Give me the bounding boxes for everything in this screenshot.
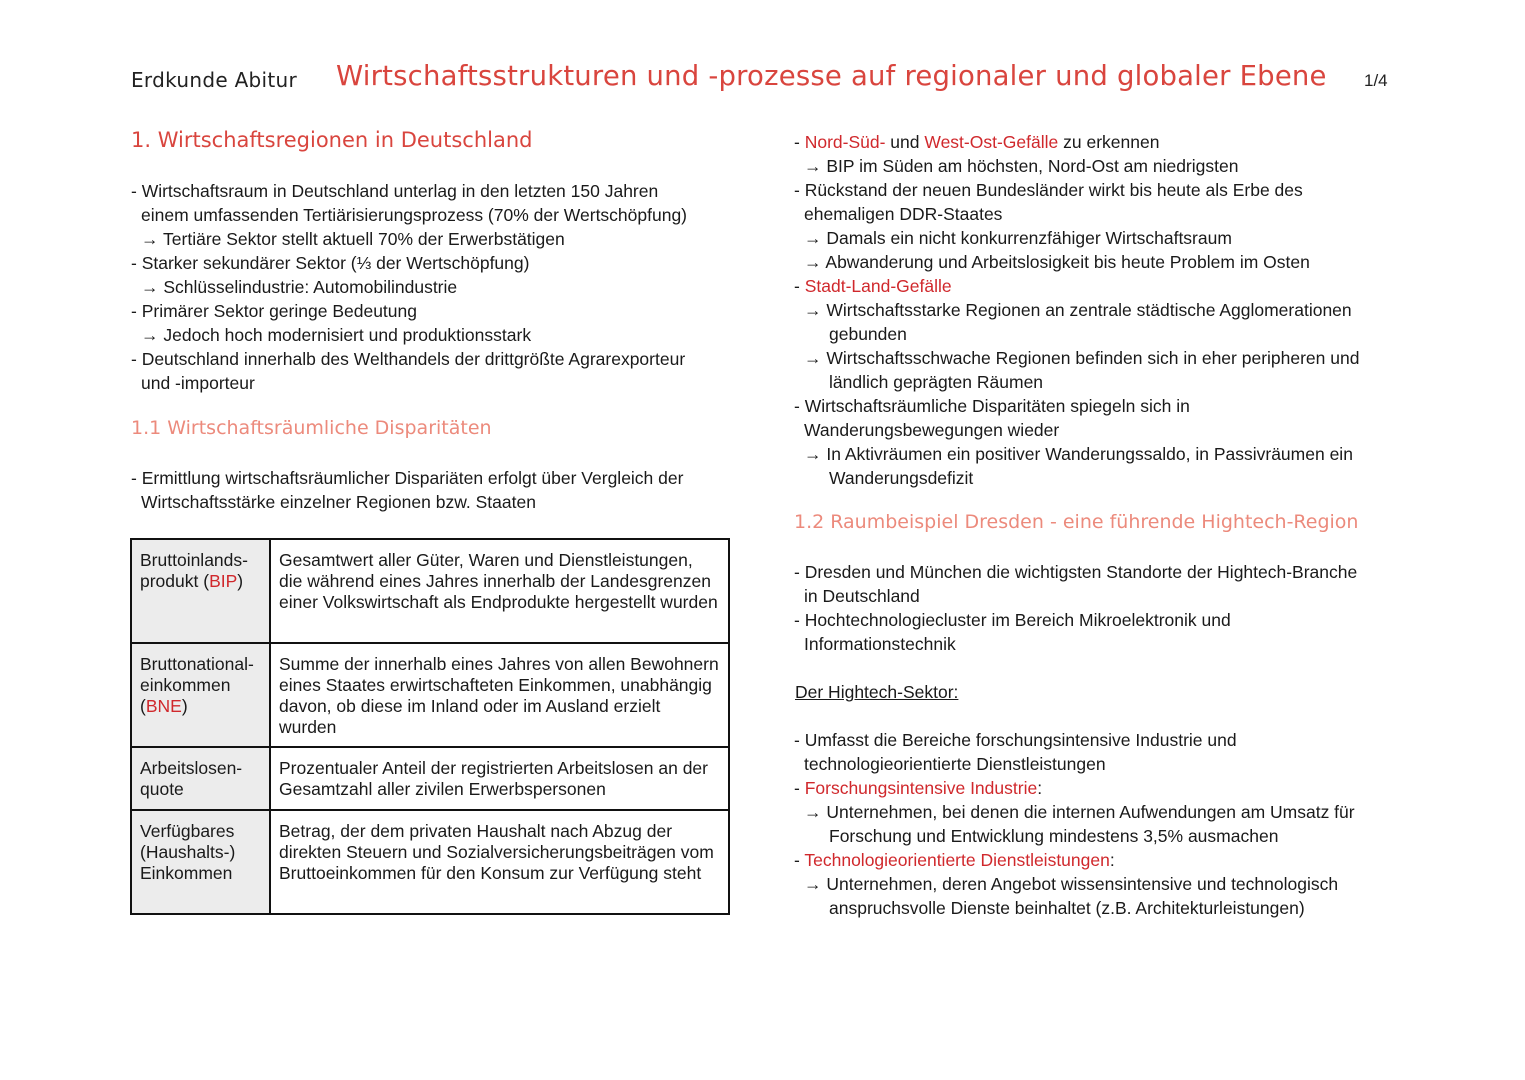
text-line: → Wirtschaftsstarke Regionen an zentrale städtische Agglomerationen (804, 300, 1352, 320)
text-line: - Wirtschaftsräumliche Disparitäten spiegeln sich in (794, 396, 1190, 416)
text-line: → Abwanderung und Arbeitslosigkeit bis heute Problem im Osten (804, 252, 1310, 272)
table-row (131, 747, 729, 810)
page-number: 1/4 (1364, 71, 1388, 90)
text-line: anspruchsvolle Dienste beinhaltet (z.B. Architekturleistungen) (829, 898, 1305, 918)
text-fragment: - (794, 132, 805, 152)
text-line: → Jedoch hoch modernisiert und produktionsstark (141, 325, 532, 345)
page-title: Wirtschaftsstrukturen und -prozesse auf regionaler und globaler Ebene (336, 60, 1327, 92)
term-text: Bruttoinlands- (140, 550, 248, 570)
table-row (131, 810, 729, 914)
text-line: → BIP im Süden am höchsten, Nord-Ost am niedrigsten (804, 156, 1239, 176)
term-text: ( (140, 696, 146, 716)
text-line: gebunden (829, 324, 907, 344)
text-line (794, 130, 1159, 154)
text-line (794, 848, 1115, 872)
term-text: (Haushalts-) (140, 842, 236, 862)
text-line: - Rückstand der neuen Bundesländer wirkt bis heute als Erbe des (794, 180, 1303, 200)
highlight-term: Stadt-Land-Gefälle (804, 276, 952, 296)
text-fragment: : (1109, 850, 1115, 870)
text-fragment: zu erkennen (1058, 132, 1160, 152)
section-heading-1: 1. Wirtschaftsregionen in Deutschland (131, 128, 533, 152)
term-text: ) (237, 571, 244, 591)
definition-cell: Betrag, der dem privaten Haushalt nach Abzug der direkten Steuern und Sozialversicherungsbeiträgen vom Bruttoeinkommen für den Konsum zur Verfügung steht (270, 810, 729, 914)
text-line (794, 274, 952, 298)
text-line (794, 776, 1042, 800)
section-heading-1-2: 1.2 Raumbeispiel Dresden - eine führende Hightech-Region (794, 511, 1359, 533)
text-line: → Unternehmen, deren Angebot wissensintensive und technologisch (804, 874, 1339, 894)
text-line: - Dresden und München die wichtigsten Standorte der Hightech-Branche (794, 562, 1358, 582)
text-line: → Tertiäre Sektor stellt aktuell 70% der Erwerbstätigen (141, 229, 565, 249)
term-text: einkommen (140, 675, 231, 695)
table-row (131, 643, 729, 747)
text-line: - Ermittlung wirtschaftsräumlicher Dispariäten erfolgt über Vergleich der (131, 468, 684, 488)
text-line: und -importeur (141, 373, 255, 393)
term-text: Einkommen (140, 863, 233, 883)
text-line: in Deutschland (804, 586, 920, 606)
text-line: → In Aktivräumen ein positiver Wanderungssaldo, in Passivräumen ein (804, 444, 1353, 464)
text-fragment: - (794, 850, 805, 870)
text-fragment: : (1037, 778, 1043, 798)
term-cell (131, 810, 270, 914)
text-line: - Deutschland innerhalb des Welthandels der drittgrößte Agrarexporteur (131, 349, 686, 369)
table-row (131, 539, 729, 643)
text-line: Forschung und Entwicklung mindestens 3,5% ausmachen (829, 826, 1279, 846)
term-cell (131, 539, 270, 643)
text-line: - Primärer Sektor geringe Bedeutung (131, 301, 417, 321)
highlight-term: Forschungsintensive Industrie (804, 778, 1038, 798)
text-line: → Wirtschaftsschwache Regionen befinden sich in eher peripheren und (804, 348, 1360, 368)
subheading: Der Hightech-Sektor: (795, 682, 959, 702)
text-line: → Schlüsselindustrie: Automobilindustrie (141, 277, 458, 297)
term-text: quote (140, 779, 184, 799)
text-line: ländlich geprägten Räumen (829, 372, 1044, 392)
section-heading-1-1: 1.1 Wirtschaftsräumliche Disparitäten (131, 417, 492, 439)
text-line: Wirtschaftsstärke einzelner Regionen bzw. Staaten (141, 492, 536, 512)
text-fragment: - (794, 276, 805, 296)
text-line: - Wirtschaftsraum in Deutschland unterlag in den letzten 150 Jahren (131, 181, 659, 201)
text-line: - Hochtechnologiecluster im Bereich Mikroelektronik und (794, 610, 1231, 630)
highlight-term: West-Ost-Gefälle (924, 132, 1059, 152)
definition-cell: Gesamtwert aller Güter, Waren und Dienstleistungen, die während eines Jahres innerhalb der Landesgrenzen einer Volkswirtschaft als Endprodukte hergestellt wurden (270, 539, 729, 643)
text-line: → Damals ein nicht konkurrenzfähiger Wirtschaftsraum (804, 228, 1232, 248)
text-line: Wanderungsdefizit (829, 468, 974, 488)
text-line: technologieorientierte Dienstleistungen (804, 754, 1106, 774)
subject-label: Erdkunde Abitur (131, 68, 298, 92)
text-line: - Starker sekundärer Sektor (⅓ der Wertschöpfung) (131, 253, 530, 273)
highlight-term: Technologieorientierte Dienstleistungen (804, 850, 1110, 870)
definition-cell: Prozentualer Anteil der registrierten Arbeitslosen an der Gesamtzahl aller zivilen Erwerbspersonen (270, 747, 729, 810)
term-text: produkt ( (140, 571, 210, 591)
text-fragment: - (794, 778, 805, 798)
term-text: Arbeitslosen- (140, 758, 243, 778)
term-text: Verfügbares (140, 821, 235, 841)
term-text: ) (181, 696, 188, 716)
term-abbr: BIP (209, 571, 238, 591)
text-line: → Unternehmen, bei denen die internen Aufwendungen am Umsatz für (804, 802, 1355, 822)
term-text: Bruttonational- (140, 654, 254, 674)
term-cell (131, 747, 270, 810)
text-line: - Umfasst die Bereiche forschungsintensive Industrie und (794, 730, 1237, 750)
text-line: Informationstechnik (804, 634, 956, 654)
term-abbr: BNE (145, 696, 182, 716)
highlight-term: Nord-Süd- (804, 132, 886, 152)
text-fragment: und (885, 132, 925, 152)
term-cell (131, 643, 270, 747)
text-line: Wanderungsbewegungen wieder (804, 420, 1060, 440)
definitions-table (130, 538, 730, 915)
text-line: einem umfassenden Tertiärisierungsprozess (70% der Wertschöpfung) (141, 205, 688, 225)
text-line: ehemaligen DDR-Staates (804, 204, 1003, 224)
definition-cell: Summe der innerhalb eines Jahres von allen Bewohnern eines Staates erwirtschafteten Einkommen, unabhängig davon, ob diese im Inland oder im Ausland erzielt wurden (270, 643, 729, 747)
